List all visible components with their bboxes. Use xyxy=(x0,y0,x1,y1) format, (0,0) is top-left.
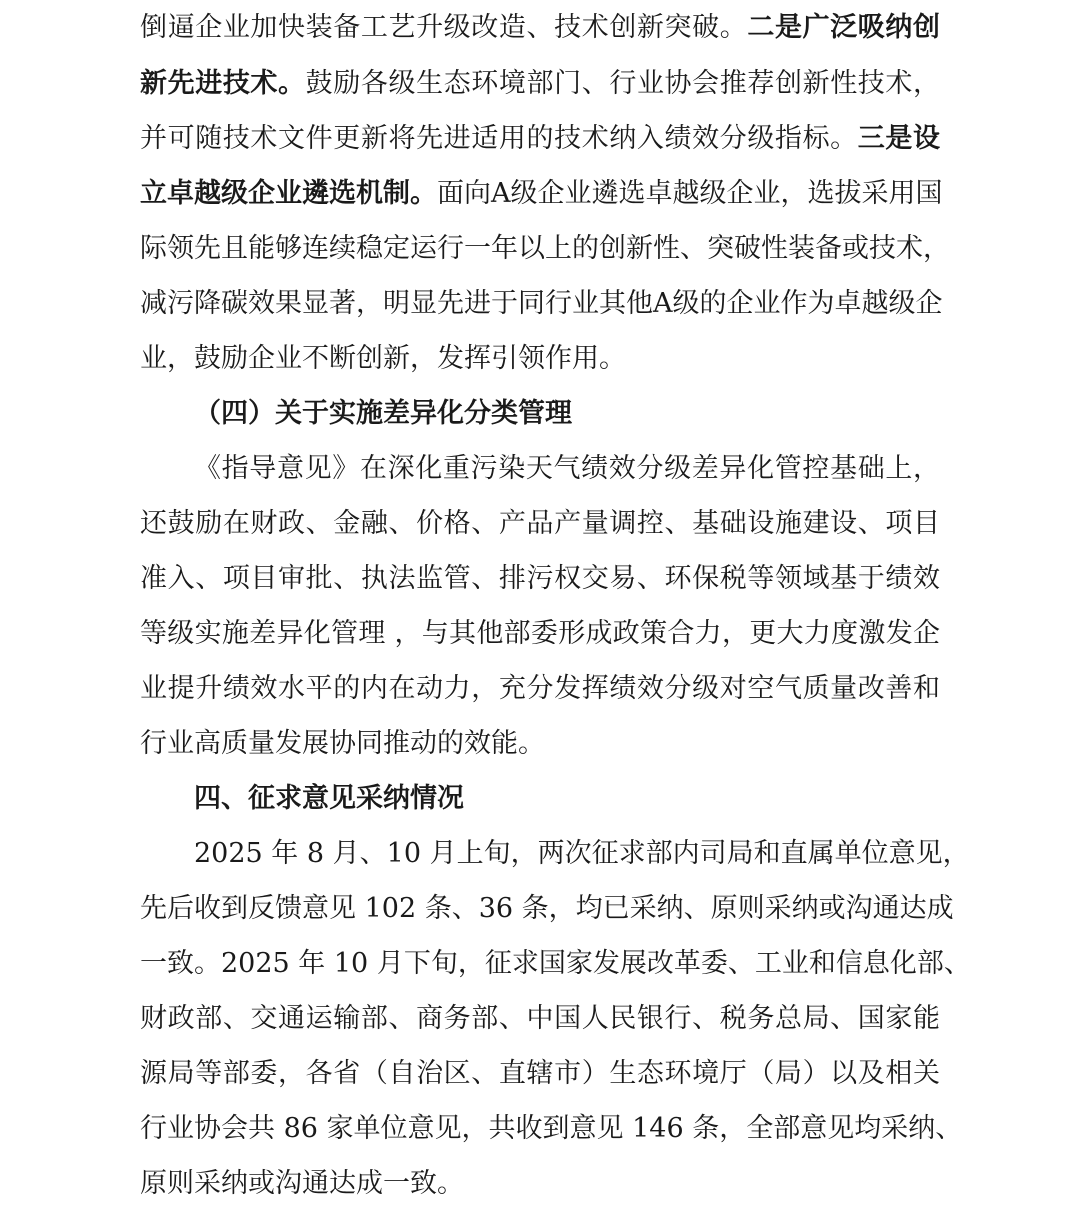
text-line: 准入、项目审批、执法监管、排污权交易、环保税等领域基于绩效 xyxy=(140,563,940,594)
text-span: 倒逼企业加快装备工艺升级改造、技术创新突破。 xyxy=(140,12,748,43)
bold-text-span: 立卓越级企业遴选机制。 xyxy=(140,178,437,209)
bold-text-span: 三是设 xyxy=(857,123,941,154)
bold-text-span: 二是广泛吸纳创 xyxy=(747,12,941,43)
text-line: 业提升绩效水平的内在动力，充分发挥绩效分级对空气质量改善和 xyxy=(140,673,940,704)
text-line xyxy=(140,172,943,216)
text-line: 行业高质量发展协同推动的效能。 xyxy=(140,728,545,759)
text-line: 一致。2025 年 10 月下旬，征求国家发展改革委、工业和信息化部、 xyxy=(140,948,971,979)
text-line: 原则采纳或沟通达成一致。 xyxy=(140,1168,464,1199)
text-span: 并可随技术文件更新将先进适用的技术纳入绩效分级指标。 xyxy=(140,123,858,154)
section-heading: 四、征求意见采纳情况 xyxy=(194,783,464,814)
text-line: 减污降碳效果显著，明显先进于同行业其他A级的企业作为卓越级企 xyxy=(140,288,943,319)
text-line xyxy=(140,6,940,50)
text-line: 财政部、交通运输部、商务部、中国人民银行、税务总局、国家能 xyxy=(140,1003,940,1034)
text-line: 2025 年 8 月、10 月上旬，两次征求部内司局和直属单位意见， xyxy=(194,838,970,869)
text-span: 鼓励各级生态环境部门、行业协会推荐创新性技术， xyxy=(305,68,941,99)
text-line xyxy=(140,62,940,106)
text-line xyxy=(140,117,940,161)
text-line: 《指导意见》在深化重污染天气绩效分级差异化管控基础上， xyxy=(194,453,940,484)
text-span: 面向A级企业遴选卓越级企业，选拔采用国 xyxy=(437,178,943,209)
bold-text-span: 新先进技术。 xyxy=(140,68,306,99)
text-line: 行业协会共 86 家单位意见，共收到意见 146 条，全部意见均采纳、 xyxy=(140,1113,963,1144)
text-line: 际领先且能够连续稳定运行一年以上的创新性、突破性装备或技术， xyxy=(140,233,950,264)
text-line: 先后收到反馈意见 102 条、36 条，均已采纳、原则采纳或沟通达成 xyxy=(140,893,954,924)
text-line: 源局等部委，各省（自治区、直辖市）生态环境厅（局）以及相关 xyxy=(140,1058,940,1089)
subsection-heading: （四）关于实施差异化分类管理 xyxy=(194,398,572,429)
text-line: 等级实施差异化管理 ，与其他部委形成政策合力，更大力度激发企 xyxy=(140,618,940,649)
text-line: 业，鼓励企业不断创新，发挥引领作用。 xyxy=(140,343,626,374)
text-line: 还鼓励在财政、金融、价格、产品产量调控、基础设施建设、项目 xyxy=(140,508,940,539)
